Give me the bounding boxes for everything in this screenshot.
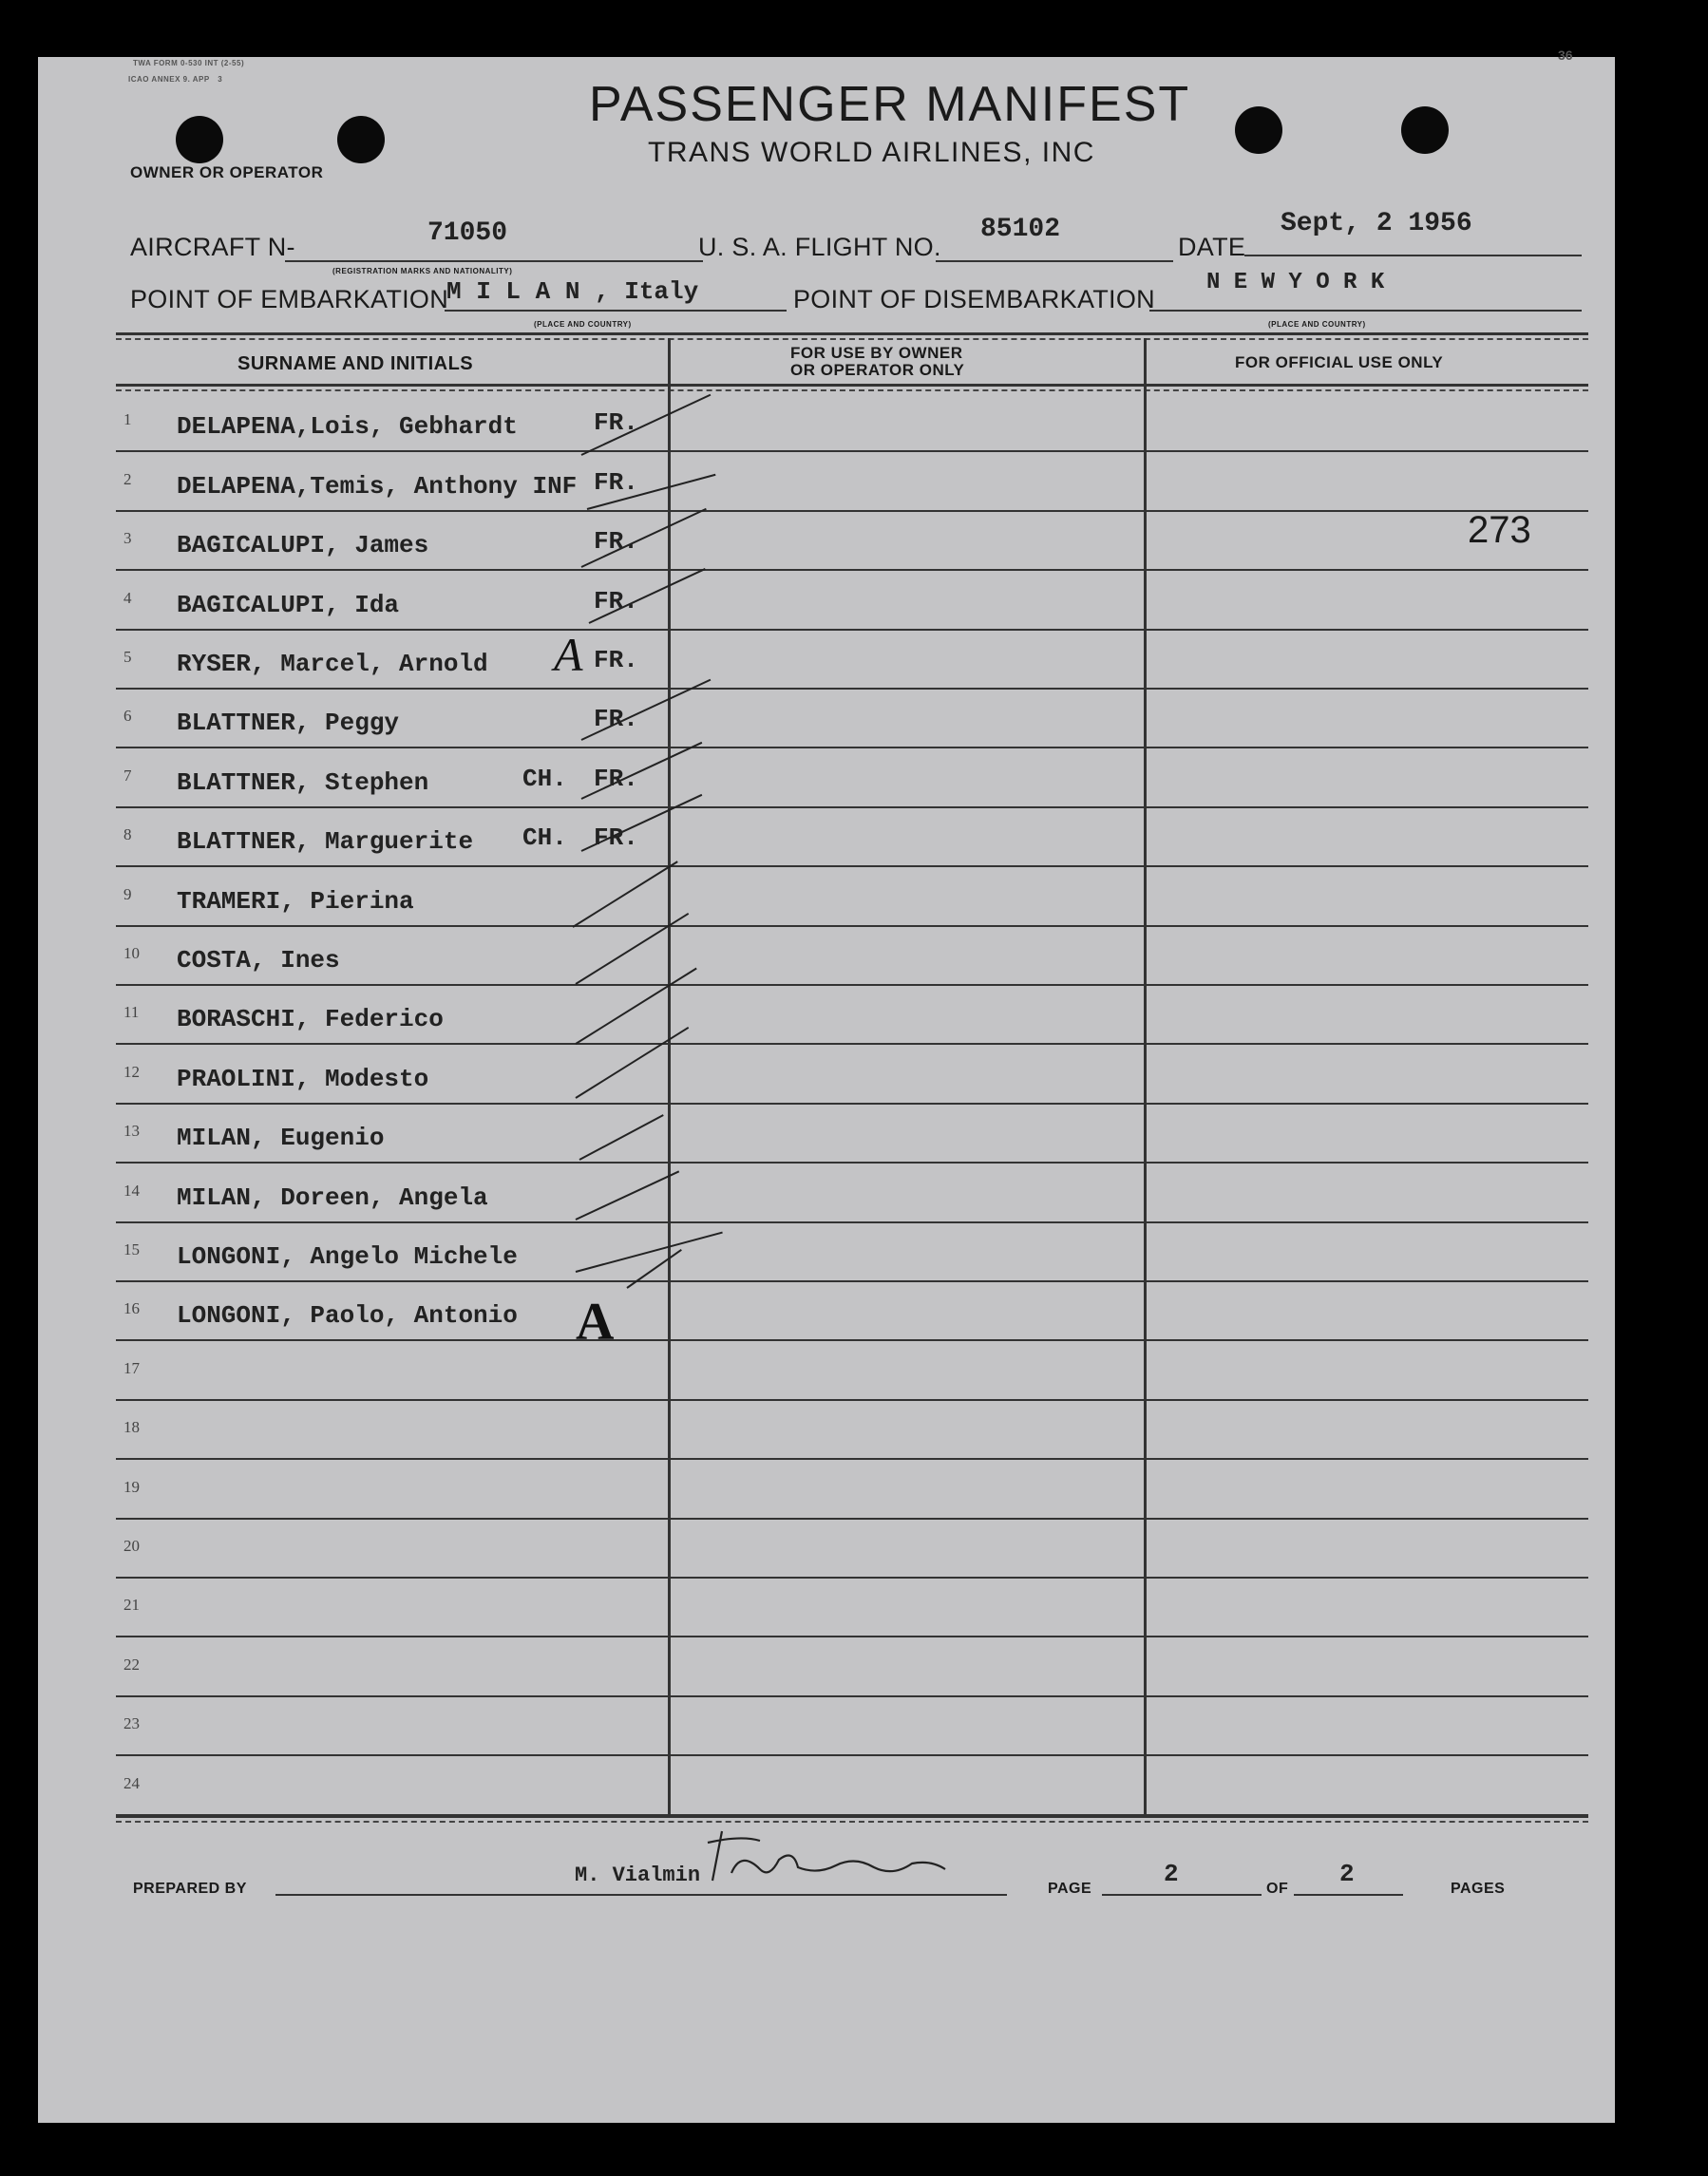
row-rule [116,1518,1588,1520]
embarkation-note: (PLACE AND COUNTRY) [534,320,632,329]
passenger-name: BORASCHI, Federico [177,1005,444,1034]
hand-mark-a: A [554,628,583,681]
disembarkation-label: POINT OF DISEMBARKATION [793,285,1155,313]
row-rule [116,1221,1588,1223]
row-number: 1 [123,410,132,429]
company-name: TRANS WORLD AIRLINES, INC [648,137,1095,168]
date-underline [1244,255,1582,256]
passenger-name: COSTA, Ines [177,946,340,974]
fare-class-tag: FR. [594,527,638,557]
prepared-by-label: PREPARED BY [133,1881,247,1897]
row-rule [116,450,1588,452]
header-bottom-rule-2 [116,389,1588,391]
table-top-rule-2 [116,338,1588,340]
row-rule [116,1695,1588,1697]
embarkation-place: M I L A N , Italy [446,277,699,306]
fare-class-tag: FR. [594,764,638,793]
aircraft-underline [285,260,703,262]
column-divider [668,338,671,1815]
prepared-by-underline [275,1894,1007,1896]
header-bottom-rule [116,384,1588,387]
row-number: 9 [123,884,132,903]
owner-operator-label: OWNER OR OPERATOR [130,163,324,181]
row-number: 14 [123,1181,140,1200]
row-rule [116,1103,1588,1105]
row-number: 24 [123,1773,140,1792]
row-rule [116,1399,1588,1401]
row-rule [116,984,1588,986]
flight-label: U. S. A. FLIGHT NO. [698,233,941,261]
signature [703,1822,959,1890]
column-header-surname: SURNAME AND INITIALS [237,353,474,374]
aircraft-label: AIRCRAFT N- [130,233,295,261]
row-rule [116,1636,1588,1637]
hand-mark-a: A [576,1293,615,1352]
row-number: 7 [123,766,132,785]
row-number: 17 [123,1358,140,1377]
registration-note: (REGISTRATION MARKS AND NATIONALITY) [332,267,513,275]
passenger-name: BLATTNER, Stephen [177,767,429,797]
passenger-name: LONGONI, Angelo Michele [177,1242,518,1271]
of-label: OF [1266,1881,1289,1897]
row-number: 11 [123,1003,140,1022]
page-label: PAGE [1048,1881,1092,1897]
row-rule [116,865,1588,867]
table-top-rule [116,332,1588,335]
embarkation-underline [445,310,787,312]
column-header-owner-1: FOR USE BY OWNER [790,344,963,362]
column-header-official: FOR OFFICIAL USE ONLY [1235,353,1444,371]
column-divider [1144,338,1147,1815]
fare-class-tag: FR. [594,705,638,734]
fare-class-tag: FR. [594,586,638,615]
of-underline [1294,1894,1403,1896]
table-bottom-rule [116,1815,1588,1818]
disembarkation-underline [1149,310,1582,312]
embarkation-label: POINT OF EMBARKATION [130,285,449,313]
punch-hole [1235,106,1282,154]
row-number: 22 [123,1655,140,1674]
row-rule [116,1043,1588,1045]
pages-label: PAGES [1451,1881,1506,1897]
official-note: 273 [1468,509,1531,551]
passenger-name: BLATTNER, Peggy [177,709,400,738]
row-number: 4 [123,588,132,607]
passenger-name: BAGICALUPI, James [177,531,429,560]
row-rule [116,569,1588,571]
flight-underline [936,260,1173,262]
row-number: 2 [123,469,132,488]
passenger-name: MILAN, Eugenio [177,1124,385,1153]
row-number: 8 [123,825,132,844]
form-number: TWA FORM 0-530 INT (2-55) [133,59,245,67]
page-title: PASSENGER MANIFEST [589,77,1191,132]
icao-annex-suffix: 3 [218,75,223,84]
passenger-name: DELAPENA,Temis, Anthony INF [177,471,578,501]
row-rule [116,510,1588,512]
passenger-name: BLATTNER, Marguerite [177,827,474,857]
row-number: 23 [123,1714,140,1733]
row-rule [116,1754,1588,1756]
punch-hole [176,116,223,163]
row-number: 19 [123,1477,140,1496]
aircraft-number: 71050 [427,218,508,248]
fare-class-tag: FR. [594,408,638,438]
punch-hole [337,116,385,163]
row-rule [116,1280,1588,1282]
page-number: 2 [1164,1860,1179,1888]
row-number: 21 [123,1596,140,1615]
passenger-name: MILAN, Doreen, Angela [177,1183,488,1212]
date-value: Sept, 2 1956 [1281,209,1472,238]
row-rule [116,806,1588,808]
icao-annex [128,75,222,84]
row-rule [116,1458,1588,1460]
total-pages: 2 [1339,1860,1355,1888]
row-number: 3 [123,529,132,548]
row-rule [116,629,1588,631]
row-number: 6 [123,707,132,726]
page-underline [1102,1894,1262,1896]
row-rule [116,1162,1588,1164]
punch-hole [1401,106,1449,154]
row-number: 18 [123,1418,140,1437]
flight-number: 85102 [980,215,1061,244]
fare-class-tag: FR. [594,467,638,497]
fare-class-tag: FR. [594,823,638,853]
passenger-name: DELAPENA,Lois, Gebhardt [177,412,518,442]
row-number: 20 [123,1537,140,1555]
row-rule [116,1577,1588,1579]
prepared-by-name: M. Vialmin [575,1864,701,1887]
date-label: DATE [1178,233,1246,261]
row-number: 13 [123,1122,140,1141]
passenger-name: RYSER, Marcel, Arnold [177,650,488,678]
passenger-name: BAGICALUPI, Ida [177,590,400,619]
passenger-name: PRAOLINI, Modesto [177,1064,429,1093]
row-rule [116,925,1588,927]
child-tag: CH. [522,764,567,793]
passenger-name: TRAMERI, Pierina [177,886,414,916]
disembarkation-place: N E W Y O R K [1206,270,1385,295]
row-number: 5 [123,648,132,666]
row-rule [116,688,1588,690]
page-corner-number: 36 [1558,47,1573,63]
child-tag: CH. [522,823,567,853]
row-number: 15 [123,1240,140,1258]
disembarkation-note: (PLACE AND COUNTRY) [1268,320,1366,329]
passenger-name: LONGONI, Paolo, Antonio [177,1301,518,1331]
row-rule [116,1339,1588,1341]
column-header-owner-2: OR OPERATOR ONLY [790,361,965,379]
row-number: 10 [123,944,140,962]
fare-class-tag: FR. [594,646,638,674]
row-number: 16 [123,1299,140,1318]
row-rule [116,747,1588,748]
icao-annex-text: ICAO ANNEX 9. APP [128,75,210,84]
row-number: 12 [123,1062,140,1081]
